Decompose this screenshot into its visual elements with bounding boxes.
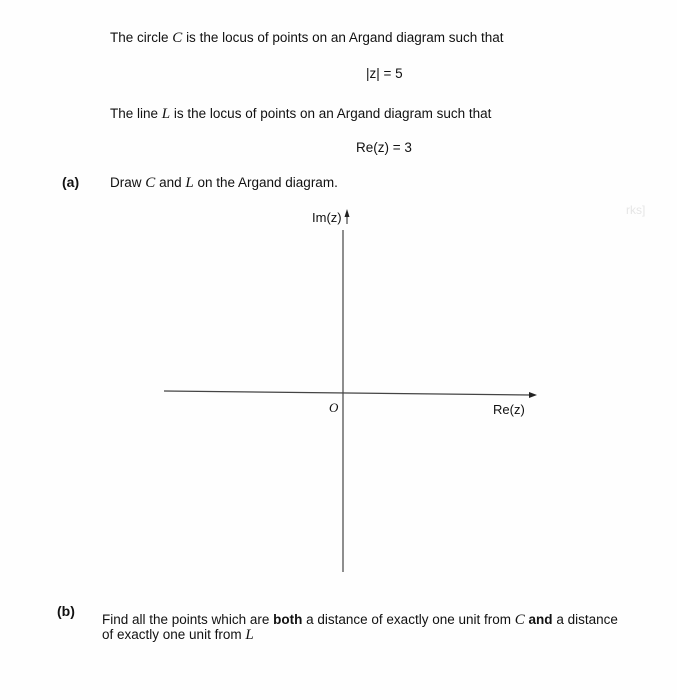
question-b-symbol-c: C — [514, 612, 525, 628]
question-b-symbol-l: L — [245, 627, 254, 643]
question-a-text-end: on the Argand diagram. — [197, 175, 338, 190]
origin-label: O — [329, 400, 339, 415]
real-axis — [164, 391, 530, 395]
line-equation-text: Re(z) = 3 — [356, 140, 412, 155]
question-b-text-mid: a distance of exactly one unit from — [306, 612, 511, 627]
question-b-line2 — [102, 627, 254, 643]
line-text-end: is the locus of points on an Argand diagram such that — [173, 106, 492, 121]
question-a-text-and: and — [159, 175, 182, 190]
question-b-line1 — [102, 612, 618, 628]
question-b-bold-and: and — [528, 612, 553, 627]
circle-text-end: is the locus of points on an Argand diagram such that — [186, 30, 504, 45]
question-a-label: (a) — [62, 174, 80, 190]
question-a-symbol-l: L — [185, 175, 194, 191]
circle-symbol: C — [172, 30, 183, 46]
real-axis-arrow-icon — [529, 392, 537, 398]
question-a-text-start: Draw — [110, 175, 142, 190]
line-text-start: The line — [110, 106, 159, 121]
line-symbol: L — [161, 106, 171, 122]
question-b-text-start: Find all the points which are — [102, 612, 270, 627]
circle-text-start: The circle — [110, 30, 169, 45]
question-b-text-end: a distance — [556, 612, 618, 627]
real-axis-label — [493, 402, 525, 417]
marks-text: rks] — [626, 203, 646, 217]
circle-equation-text: |z| = 5 — [366, 66, 403, 81]
question-a-symbol-c: C — [145, 175, 156, 191]
imaginary-axis-label — [312, 210, 342, 225]
real-axis-label-text: Re(z) — [493, 402, 525, 417]
question-b-line2-text: of exactly one unit from — [102, 627, 242, 642]
question-b-label: (b) — [57, 603, 75, 619]
question-b-bold-both: both — [273, 612, 303, 627]
imaginary-axis-label-text: Im(z) — [312, 210, 342, 225]
